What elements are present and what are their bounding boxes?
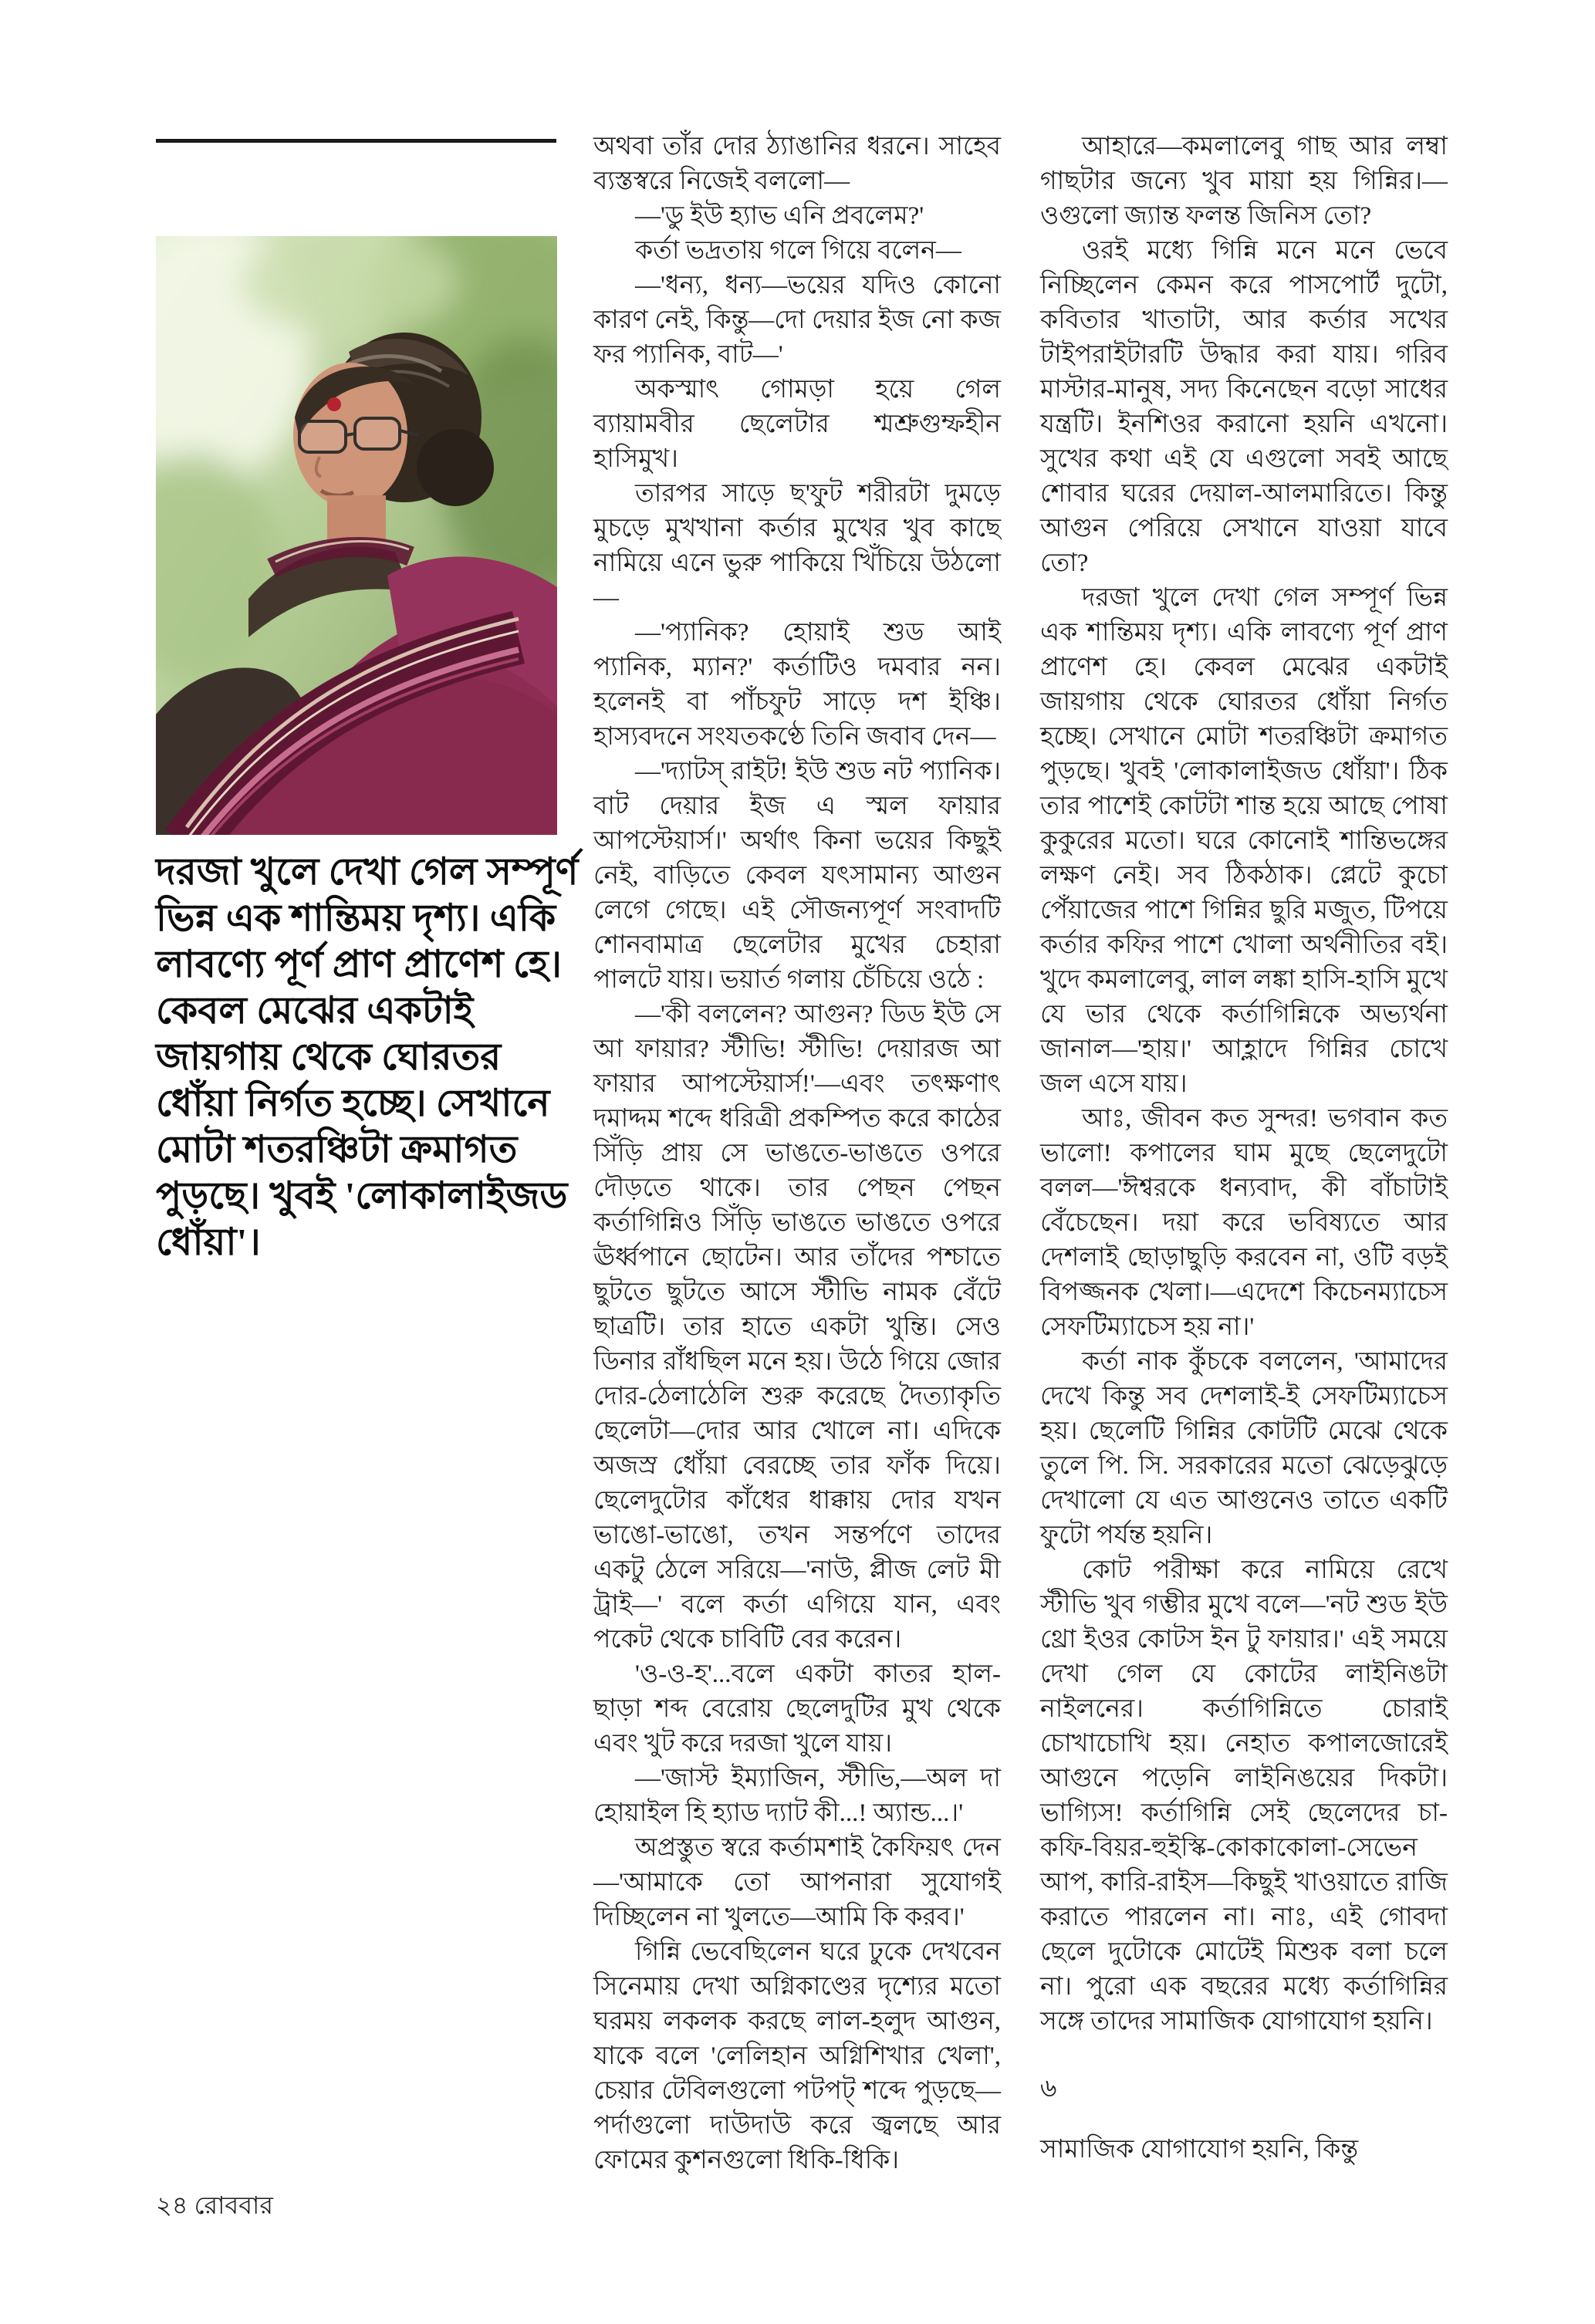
body-paragraph: —'দ্যাটস্ রাইট! ইউ শুড নট প্যানিক। বাট দেয়ার ইজ এ স্মল ফায়ার আপস্টেয়ার্স।' অর্থাৎ কিনা ভয়ের কিছুই নেই, বাড়িতে কেবল যৎসামান্য আগুন লেগে গেছে। এই সৌজন্যপূর্ণ সংবাদটি শোনবামাত্র ছেলেটার মুখের চেহারা পালটে যায়। ভয়ার্ত গলায় চেঁচিয়ে ওঠে :	[593, 758, 1001, 994]
body-paragraph: —'ডু ইউ হ্যাভ এনি প্রবলেম?'	[635, 202, 924, 230]
bindi	[327, 397, 341, 411]
body-paragraph: আঃ, জীবন কত সুন্দর! ভগবান কত ভালো! কপালের ঘাম মুছে ছেলেদুটো বলল—'ঈশ্বরকে ধন্যবাদ, কী বাঁচাটাই বেঁচেছেন। দয়া করে ভবিষ্যতে আর দেশলাই ছোড়াছুড়ি করবেন না, ওটি বড়ই বিপজ্জনক খেলা।—এদেশে কিচেনম্যাচেস সেফটিম্যাচেস হয় না।'	[1040, 1105, 1448, 1341]
body-paragraph: কোট পরীক্ষা করে নামিয়ে রেখে স্টীভি খুব গম্ভীর মুখে বলে—'নট শুড ইউ থ্রো ইওর কোটস ইন টু ফায়ার।' এই সময়ে দেখা গেল যে কোটের লাইনিঙটা নাইলনের। কর্তাগিন্নিতে চোরাই চোখাচোখি হয়। নেহাত কপালজোরেই আগুনে পড়েনি লাইনিঙয়ের দিকটা। ভাগ্যিস! কর্তাগিন্নি সেই ছেলেদের চা-কফি-বিয়র-হুইস্কি-কোকাকোলা-সেভেন আপ, কারি-রাইস—কিছুই খাওয়াতে রাজি করাতে পারলেন না। নাঃ, এই গোবদা ছেলে দুটোকে মোটেই মিশুক বলা চলে না। পুরো এক বছরের মধ্যে কর্তাগিন্নির সঙ্গে তাদের সামাজিক যোগাযোগ হয়নি।	[1040, 1556, 1448, 2035]
pull-quote: দরজা খুলে দেখা গেল সম্পূর্ণ ভিন্ন এক শান্তিময় দৃশ্য। একি লাবণ্যে পূর্ণ প্রাণ প্রাণেশ হে। কেবল মেঝের একটাই জায়গায় থেকে ঘোরতর ধোঁয়া নির্গত হচ্ছে। সেখানে মোটা শতরঞ্চিটা ক্রমাগত পুড়ছে। খুবই 'লোকালাইজড ধোঁয়া'।	[156, 850, 579, 1263]
body-paragraph: —'ধন্য, ধন্য—ভয়ের যদিও কোনো কারণ নেই, কিন্তু—দো দেয়ার ইজ নো কজ ফর প্যানিক, বাট—'	[593, 272, 1001, 369]
body-paragraph: অপ্রস্তুত স্বরে কর্তামশাই কৈফিয়ৎ দেন—'আমাকে তো আপনারা সুযোগই দিচ্ছিলেন না খুলতে—আমি কি করব।'	[593, 1834, 1001, 1931]
body-paragraph: গিন্নি ভেবেছিলেন ঘরে ঢুকে দেখবেন সিনেমায় দেখা অগ্নিকাণ্ডের দৃশ্যের মতো ঘরময় লকলক করছে লাল-হলুদ আগুন, যাকে বলে 'লেলিহান অগ্নিশিখার খেলা', চেয়ার টেবিলগুলো পটপট্‌ শব্দে পুড়ছে—পর্দাগুলো দাউদাউ করে জ্বলছে আর ফোমের কুশনগুলো ধিকি-ধিকি।	[593, 1938, 1001, 2174]
body-paragraph: কর্তা নাক কুঁচকে বললেন, 'আমাদের দেখে কিন্তু সব দেশলাই-ই সেফটিম্যাচেস হয়। ছেলেটি গিন্নির কোটটি মেঝে থেকে তুলে পি. সি. সরকারের মতো ঝেড়েঝুড়ে দেখালো যে এত আগুনেও তাতে একটি ফুটো পর্যন্ত হয়নি।	[1040, 1348, 1448, 1549]
body-paragraph: আহারে—কমলালেবু গাছ আর লম্বা গাছটার জন্যে খুব মায়া হয় গিন্নির।—ওগুলো জ্যান্ত ফলন্ত জিনিস তো?	[1040, 133, 1448, 230]
page-footer	[156, 2190, 273, 2221]
body-paragraph: তারপর সাড়ে ছ'ফুট শরীরটা দুমড়ে মুচড়ে মুখখানা কর্তার মুখের খুব কাছে নামিয়ে এনে ভুরু পাকিয়ে খিঁচিয়ে উঠলো—	[593, 480, 1001, 612]
top-rule	[156, 139, 556, 143]
body-paragraph: ওরই মধ্যে গিন্নি মনে মনে ভেবে নিচ্ছিলেন কেমন করে পাসপোর্ট দুটো, কবিতার খাতাটা, আর কর্তার সখের টাইপরাইটারটি উদ্ধার করা যায়। গরিব মাস্টার-মানুষ, সদ্য কিনেছেন বড়ো সাধের যন্ত্রটি। ইনশিওর করানো হয়নি এখনো। সুখের কথা এই যে এগুলো সবই আছে শোবার ঘরের দেয়াল-আলমারিতে। কিন্তু আগুন পেরিয়ে সেখানে যাওয়া যাবে তো?	[1040, 237, 1448, 577]
author-photo	[156, 236, 557, 835]
body-paragraph: দরজা খুলে দেখা গেল সম্পূর্ণ ভিন্ন এক শান্তিময় দৃশ্য। একি লাবণ্যে পূর্ণ প্রাণ প্রাণেশ হে। কেবল মেঝের একটাই জায়গায় থেকে ঘোরতর ধোঁয়া নির্গত হচ্ছে। সেখানে মোটা শতরঞ্চিটা ক্রমাগত পুড়ছে। খুবই 'লোকালাইজড ধোঁয়া'। ঠিক তার পাশেই কোটটা শান্ত হয়ে আছে পোষা কুকুরের মতো। ঘরে কোনোই শান্তিভঙ্গের লক্ষণ নেই। সব ঠিকঠাক। প্লেটে কুচো পেঁয়াজের পাশে গিন্নির ছুরি মজুত, টিপয়ে কর্তার কফির পাশে খোলা অর্থনীতির বই। খুদে কমলালেবু, লাল লঙ্কা হাসি-হাসি মুখে যে ভার থেকে কর্তাগিন্নিকে অভ্যর্থনা জানাল—'হায়।' আহ্লাদে গিন্নির চোখে জল এসে যায়।	[1040, 584, 1448, 1098]
body-paragraph: অকস্মাৎ গোমড়া হয়ে গেল ব্যায়ামবীর ছেলেটার শ্মশ্রুগুম্ফহীন হাসিমুখ।	[593, 376, 1001, 473]
body-paragraph: —'কী বললেন? আগুন? ডিড ইউ সে আ ফায়ার? স্টীভি! স্টীভি! দেয়ারজ আ ফায়ার আপস্টেয়ার্স!'—এবং তৎক্ষণাৎ দমাদ্দম শব্দে ধরিত্রী প্রকম্পিত করে কাঠের সিঁড়ি প্রায় সে ভাঙতে-ভাঙতে ওপরে দৌড়তে থাকে। তার পেছন পেছন কর্তাগিন্নিও সিঁড়ি ভাঙতে ভাঙতে ওপরে ঊর্ধ্বপানে ছোটেন। আর তাঁদের পশ্চাতে ছুটতে ছুটতে আসে স্টীভি নামক বেঁটে ছাত্রটি। তার হাতে একটা খুন্তি। সেও ডিনার রাঁধছিল মনে হয়। উঠে গিয়ে জোর দোর-ঠেলাঠেলি শুরু করেছে দৈত্যাকৃতি ছেলেটা—দোর আর খোলে না। এদিকে অজস্র ধোঁয়া বেরচ্ছে তার ফাঁক দিয়ে। ছেলেদুটোর কাঁধের ধাক্কায় দোর যখন ভাঙো-ভাঙো, তখন সন্তর্পণে তাদের একটু ঠেলে সরিয়ে—'নাউ, প্লীজ লেট মী ট্রাই—' বলে কর্তা এগিয়ে যান, এবং পকেট থেকে চাবিটি বের করেন।	[593, 1001, 1001, 1653]
text-column-right	[1040, 130, 1448, 2167]
body-paragraph: —'প্যানিক? হোয়াই শুড আই প্যানিক, ম্যান?' কর্তাটিও দমবার নন। হলেনই বা পাঁচফুট সাড়ে দশ ইঞ্চি। হাস্যবদনে সংযতকণ্ঠে তিনি জবাব দেন—	[593, 619, 1001, 751]
body-paragraph: অথবা তাঁর দোর ঠ্যাঙানির ধরনে। সাহেব ব্যস্তস্বরে নিজেই বললো—	[593, 133, 1001, 195]
closing-line: সামাজিক যোগাযোগ হয়নি, কিন্তু	[1040, 2136, 1359, 2164]
page-number-label: ২৪ রোববার	[156, 2191, 273, 2219]
section-number: ৬	[1040, 2075, 1057, 2103]
text-column-middle	[593, 130, 1001, 2178]
author-photo-illustration	[156, 236, 557, 835]
body-paragraph: 'ও-ও-হ'...বলে একটা কাতর হাল-ছাড়া শব্দ বেরোয় ছেলেদুটির মুখ থেকে এবং খুট করে দরজা খুলে যায়।	[593, 1660, 1001, 1758]
body-paragraph: —'জাস্ট ইম্যাজিন, স্টীভি,—অল দা হোয়াইল হি হ্যাড দ্যাট কী...! অ্যান্ড...।'	[593, 1765, 1001, 1827]
body-paragraph: কর্তা ভদ্রতায় গলে গিয়ে বলেন—	[635, 237, 961, 265]
